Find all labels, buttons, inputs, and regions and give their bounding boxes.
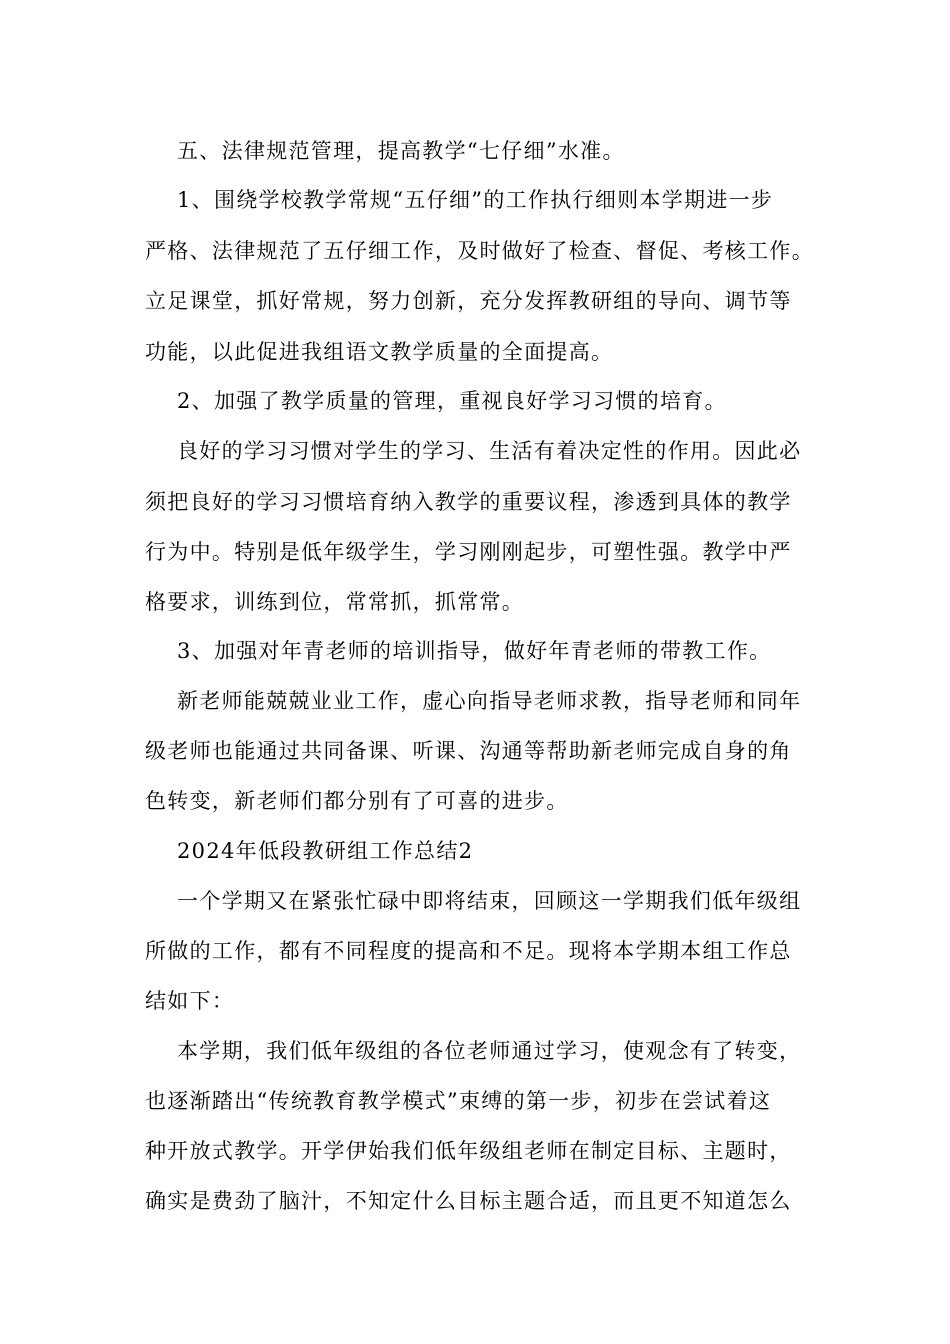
paragraph-line: 一个学期又在紧张忙碌中即将结束，回顾这一学期我们低年级组	[177, 889, 802, 913]
paragraph-line: 功能，以此促进我组语文教学质量的全面提高。	[145, 340, 614, 364]
paragraph-line: 所做的工作，都有不同程度的提高和不足。现将本学期本组工作总	[145, 939, 792, 963]
paragraph-line: 确实是费劲了脑汁，不知定什么目标主题合适，而且更不知道怎么	[145, 1189, 792, 1213]
paragraph-line: 级老师也能通过共同备课、听课、沟通等帮助新老师完成自身的角	[145, 739, 792, 763]
paragraph-line: 行为中。特别是低年级学生，学习刚刚起步，可塑性强。教学中严	[145, 540, 792, 564]
section-heading-5: 五、法律规范管理，提高教学“七仔细”水准。	[177, 139, 625, 163]
paragraph-line: 严格、法律规范了五仔细工作，及时做好了检查、督促、考核工作。	[145, 239, 814, 263]
paragraph-line: 格要求，训练到位，常常抓，抓常常。	[145, 590, 525, 614]
paragraph-line: 立足课堂，抓好常规，努力创新，充分发挥教研组的导向、调节等	[145, 289, 792, 313]
paragraph-line: 种开放式教学。开学伊始我们低年级组老师在制定目标、主题时，	[145, 1139, 792, 1163]
paragraph-line: 3、加强对年青老师的培训指导，做好年青老师的带教工作。	[177, 639, 772, 663]
paragraph-line: 结如下：	[145, 989, 235, 1013]
paragraph-line: 色转变，新老师们都分别有了可喜的进步。	[145, 789, 569, 813]
section-title: 2024年低段教研组工作总结2	[177, 839, 474, 863]
paragraph-line: 须把良好的学习习惯培育纳入教学的重要议程，渗透到具体的教学	[145, 490, 792, 514]
paragraph-line: 良好的学习习惯对学生的学习、生活有着决定性的作用。因此必	[177, 439, 802, 463]
paragraph-line: 也逐渐踏出“传统教育教学模式”束缚的第一步，初步在尝试着这	[145, 1089, 772, 1113]
paragraph-line: 新老师能兢兢业业工作，虚心向指导老师求教，指导老师和同年	[177, 689, 802, 713]
paragraph-line: 2、加强了教学质量的管理，重视良好学习习惯的培育。	[177, 389, 727, 413]
paragraph-line: 本学期，我们低年级组的各位老师通过学习，使观念有了转变，	[177, 1039, 802, 1063]
paragraph-line: 1、围绕学校教学常规“五仔细”的工作执行细则本学期进一步	[177, 188, 774, 212]
